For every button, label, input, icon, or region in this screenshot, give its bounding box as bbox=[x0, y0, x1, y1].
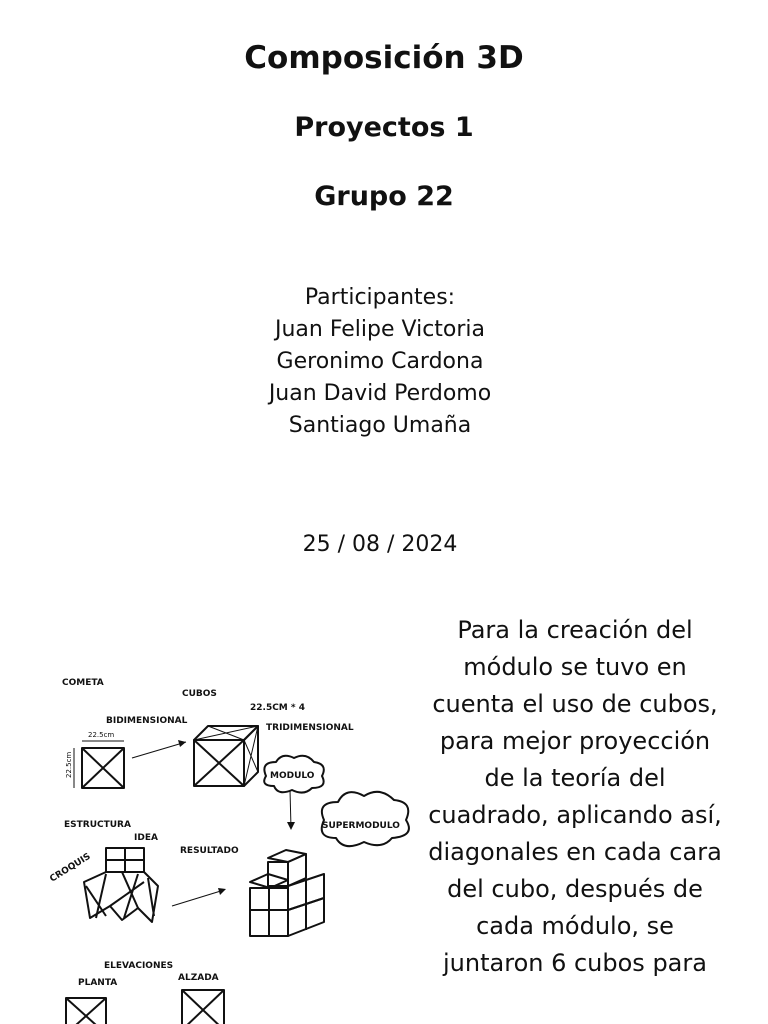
date-text: 25 / 08 / 2024 bbox=[302, 532, 458, 557]
participant-name: Santiago Umaña bbox=[288, 413, 472, 438]
label-supermodulo: SUPERMODULO bbox=[322, 821, 400, 831]
idea-sketch-icon bbox=[84, 848, 158, 922]
label-modulo: MODULO bbox=[270, 771, 315, 781]
label-idea: IDEA bbox=[134, 833, 158, 843]
participant-name: Juan Felipe Victoria bbox=[274, 317, 486, 342]
description-paragraph: Para la creación del módulo se tuvo en cuenta el uso de cubos, para mejor proyección de la teoría del cuadrado, aplicando así, diagonales en cada cara del cubo, después de cada módulo, se juntaron 6 cubos para bbox=[428, 616, 722, 977]
label-estructura: ESTRUCTURA bbox=[64, 820, 131, 830]
stacked-cubes-icon bbox=[250, 850, 324, 936]
label-dim-top: 22.5cm bbox=[88, 731, 115, 739]
supermodulo-cloud-icon bbox=[322, 792, 409, 846]
arrow-down-icon bbox=[287, 790, 295, 830]
label-cometa: COMETA bbox=[62, 678, 104, 688]
arrow-icon bbox=[172, 888, 226, 906]
sketch-diagram bbox=[40, 660, 420, 1024]
arrow-icon bbox=[132, 740, 186, 758]
label-dim-side: 22.5cm bbox=[65, 751, 73, 778]
label-planta: PLANTA bbox=[78, 978, 118, 988]
label-elevaciones: ELEVACIONES bbox=[104, 961, 174, 971]
participants-label: Participantes: bbox=[304, 285, 456, 310]
square-2d-icon bbox=[74, 741, 124, 788]
label-cubos: CUBOS bbox=[182, 689, 217, 699]
page-title: Composición 3D bbox=[244, 40, 524, 76]
label-tridimensional: TRIDIMENSIONAL bbox=[266, 723, 354, 733]
participant-name: Geronimo Cardona bbox=[276, 349, 484, 374]
participant-name: Juan David Perdomo bbox=[268, 381, 492, 406]
course-subtitle: Proyectos 1 bbox=[294, 112, 474, 143]
participants-block bbox=[0, 282, 760, 442]
planta-square-icon bbox=[66, 998, 106, 1024]
label-measure: 22.5CM * 4 bbox=[250, 703, 306, 713]
group-title: Grupo 22 bbox=[314, 181, 454, 212]
cube-icon bbox=[194, 726, 258, 786]
label-resultado: RESULTADO bbox=[180, 846, 239, 856]
label-bidimensional: BIDIMENSIONAL bbox=[106, 716, 188, 726]
alzada-square-icon bbox=[182, 990, 224, 1024]
label-croquis: CROQUIS bbox=[48, 851, 93, 885]
label-alzada: ALZADA bbox=[178, 973, 219, 983]
